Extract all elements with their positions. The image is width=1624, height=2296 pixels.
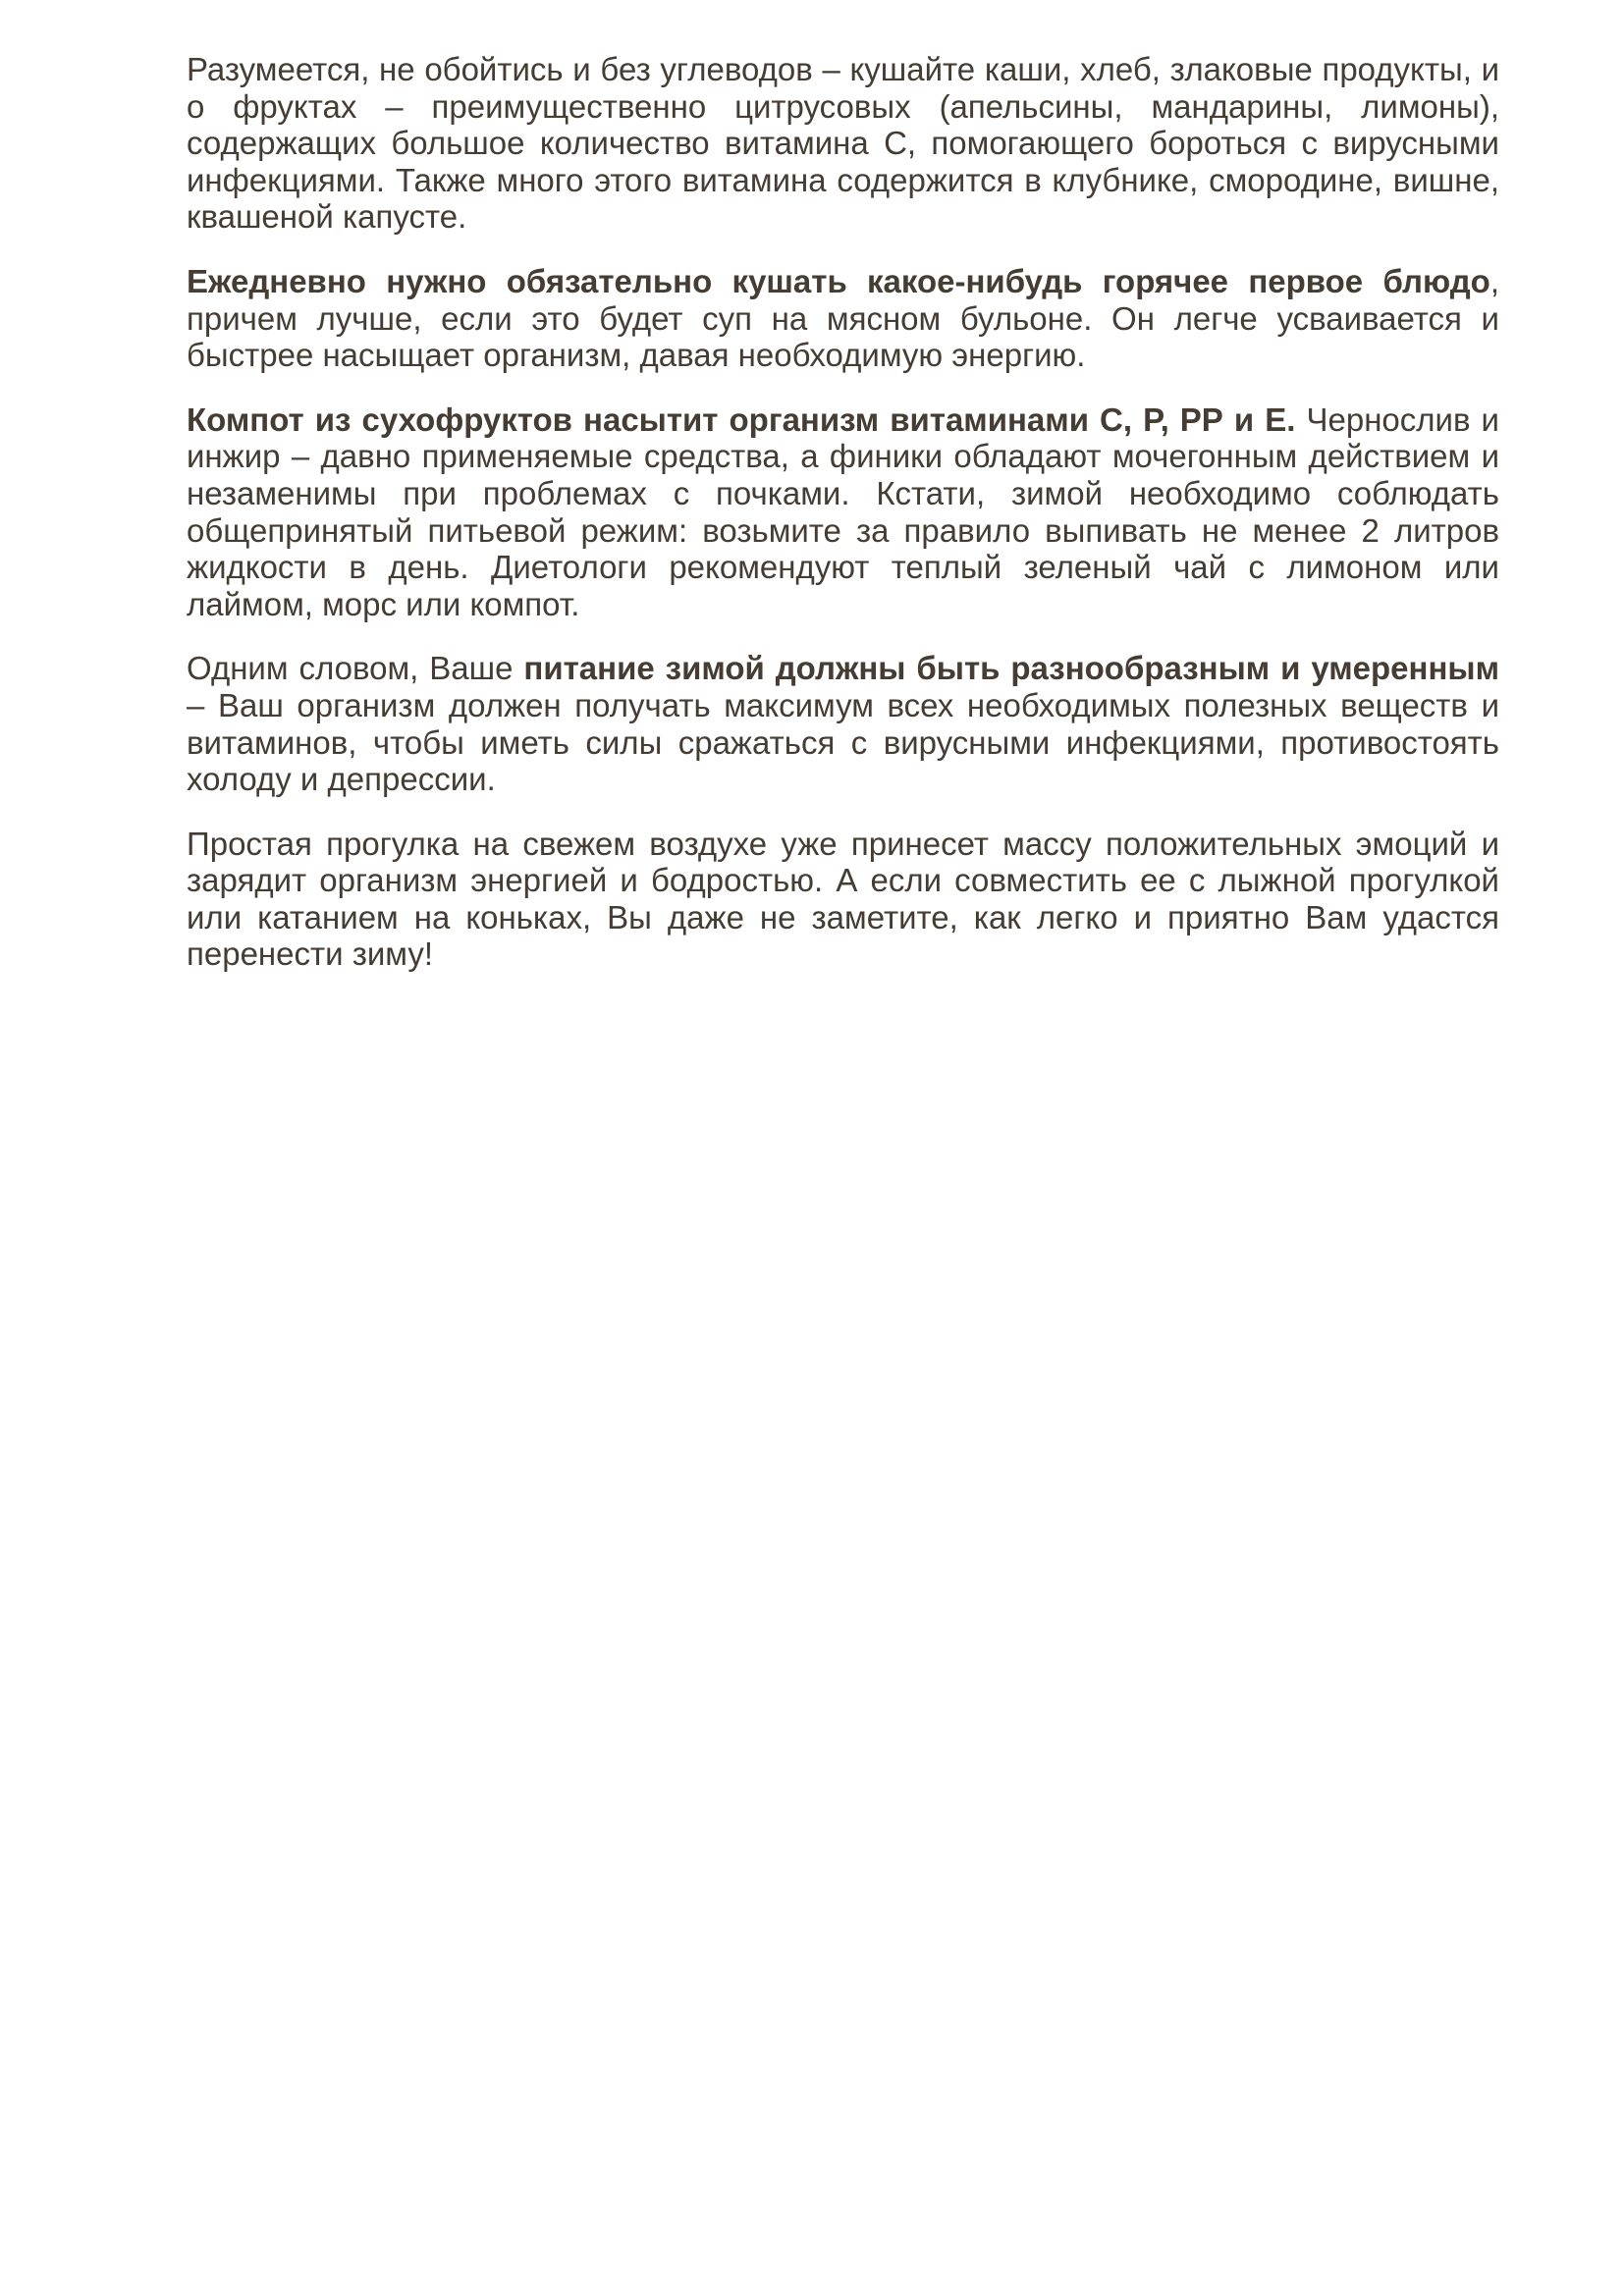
text-run: – Ваш организм должен получать максимум всех необходимых полезных веществ и витаминов, чтобы иметь силы сражаться с вирусными инфекциями, противостоять холоду и депрессии. <box>187 686 1499 798</box>
text-run: Ежедневно нужно обязательно кушать какое-нибудь горячее первое блюдо <box>187 262 1490 299</box>
paragraph <box>187 51 1499 236</box>
paragraph <box>187 826 1499 973</box>
paragraph <box>187 263 1499 374</box>
text-run: Чернослив и инжир – давно применяемые средства, а финики обладают мочегонным действием и незаменимы при проблемах с почками. Кстати, зимой необходимо соблюдать общепринятый питьевой режим: возьмите за правило выпивать не менее 2 литров жидкости в день. Диетологи рекомендуют теплый зеленый чай с лимоном или лаймом, морс или компот. <box>187 400 1499 622</box>
paragraph <box>187 650 1499 797</box>
document-body <box>187 51 1499 1000</box>
text-run: Компот из сухофруктов насытит организм витаминами С, Р, РР и Е. <box>187 400 1296 438</box>
text-run: Простая прогулка на свежем воздухе уже принесет массу положительных эмоций и зарядит организм энергией и бодростью. А если совместить ее с лыжной прогулкой или катанием на коньках, Вы даже не заметите, как легко и приятно Вам удастся перенести зиму! <box>187 825 1499 973</box>
text-run: Одним словом, Ваше <box>187 650 524 687</box>
text-run: Разумеется, не обойтись и без углеводов – кушайте каши, хлеб, злаковые продукты, и о фруктах – преимущественно цитрусовых (апельсины, мандарины, лимоны), содержащих большое количество витамина С, помогающего бороться с вирусными инфекциями. Также много этого витамина содержится в клубнике, смородине, вишне, квашеной капусте. <box>187 51 1499 236</box>
text-run: , причем лучше, если это будет суп на мясном бульоне. Он легче усваивается и быстрее насыщает организм, давая необходимую энергию. <box>187 262 1499 374</box>
paragraph <box>187 401 1499 623</box>
text-run: питание зимой должны быть разнообразным и умеренным <box>523 650 1499 687</box>
